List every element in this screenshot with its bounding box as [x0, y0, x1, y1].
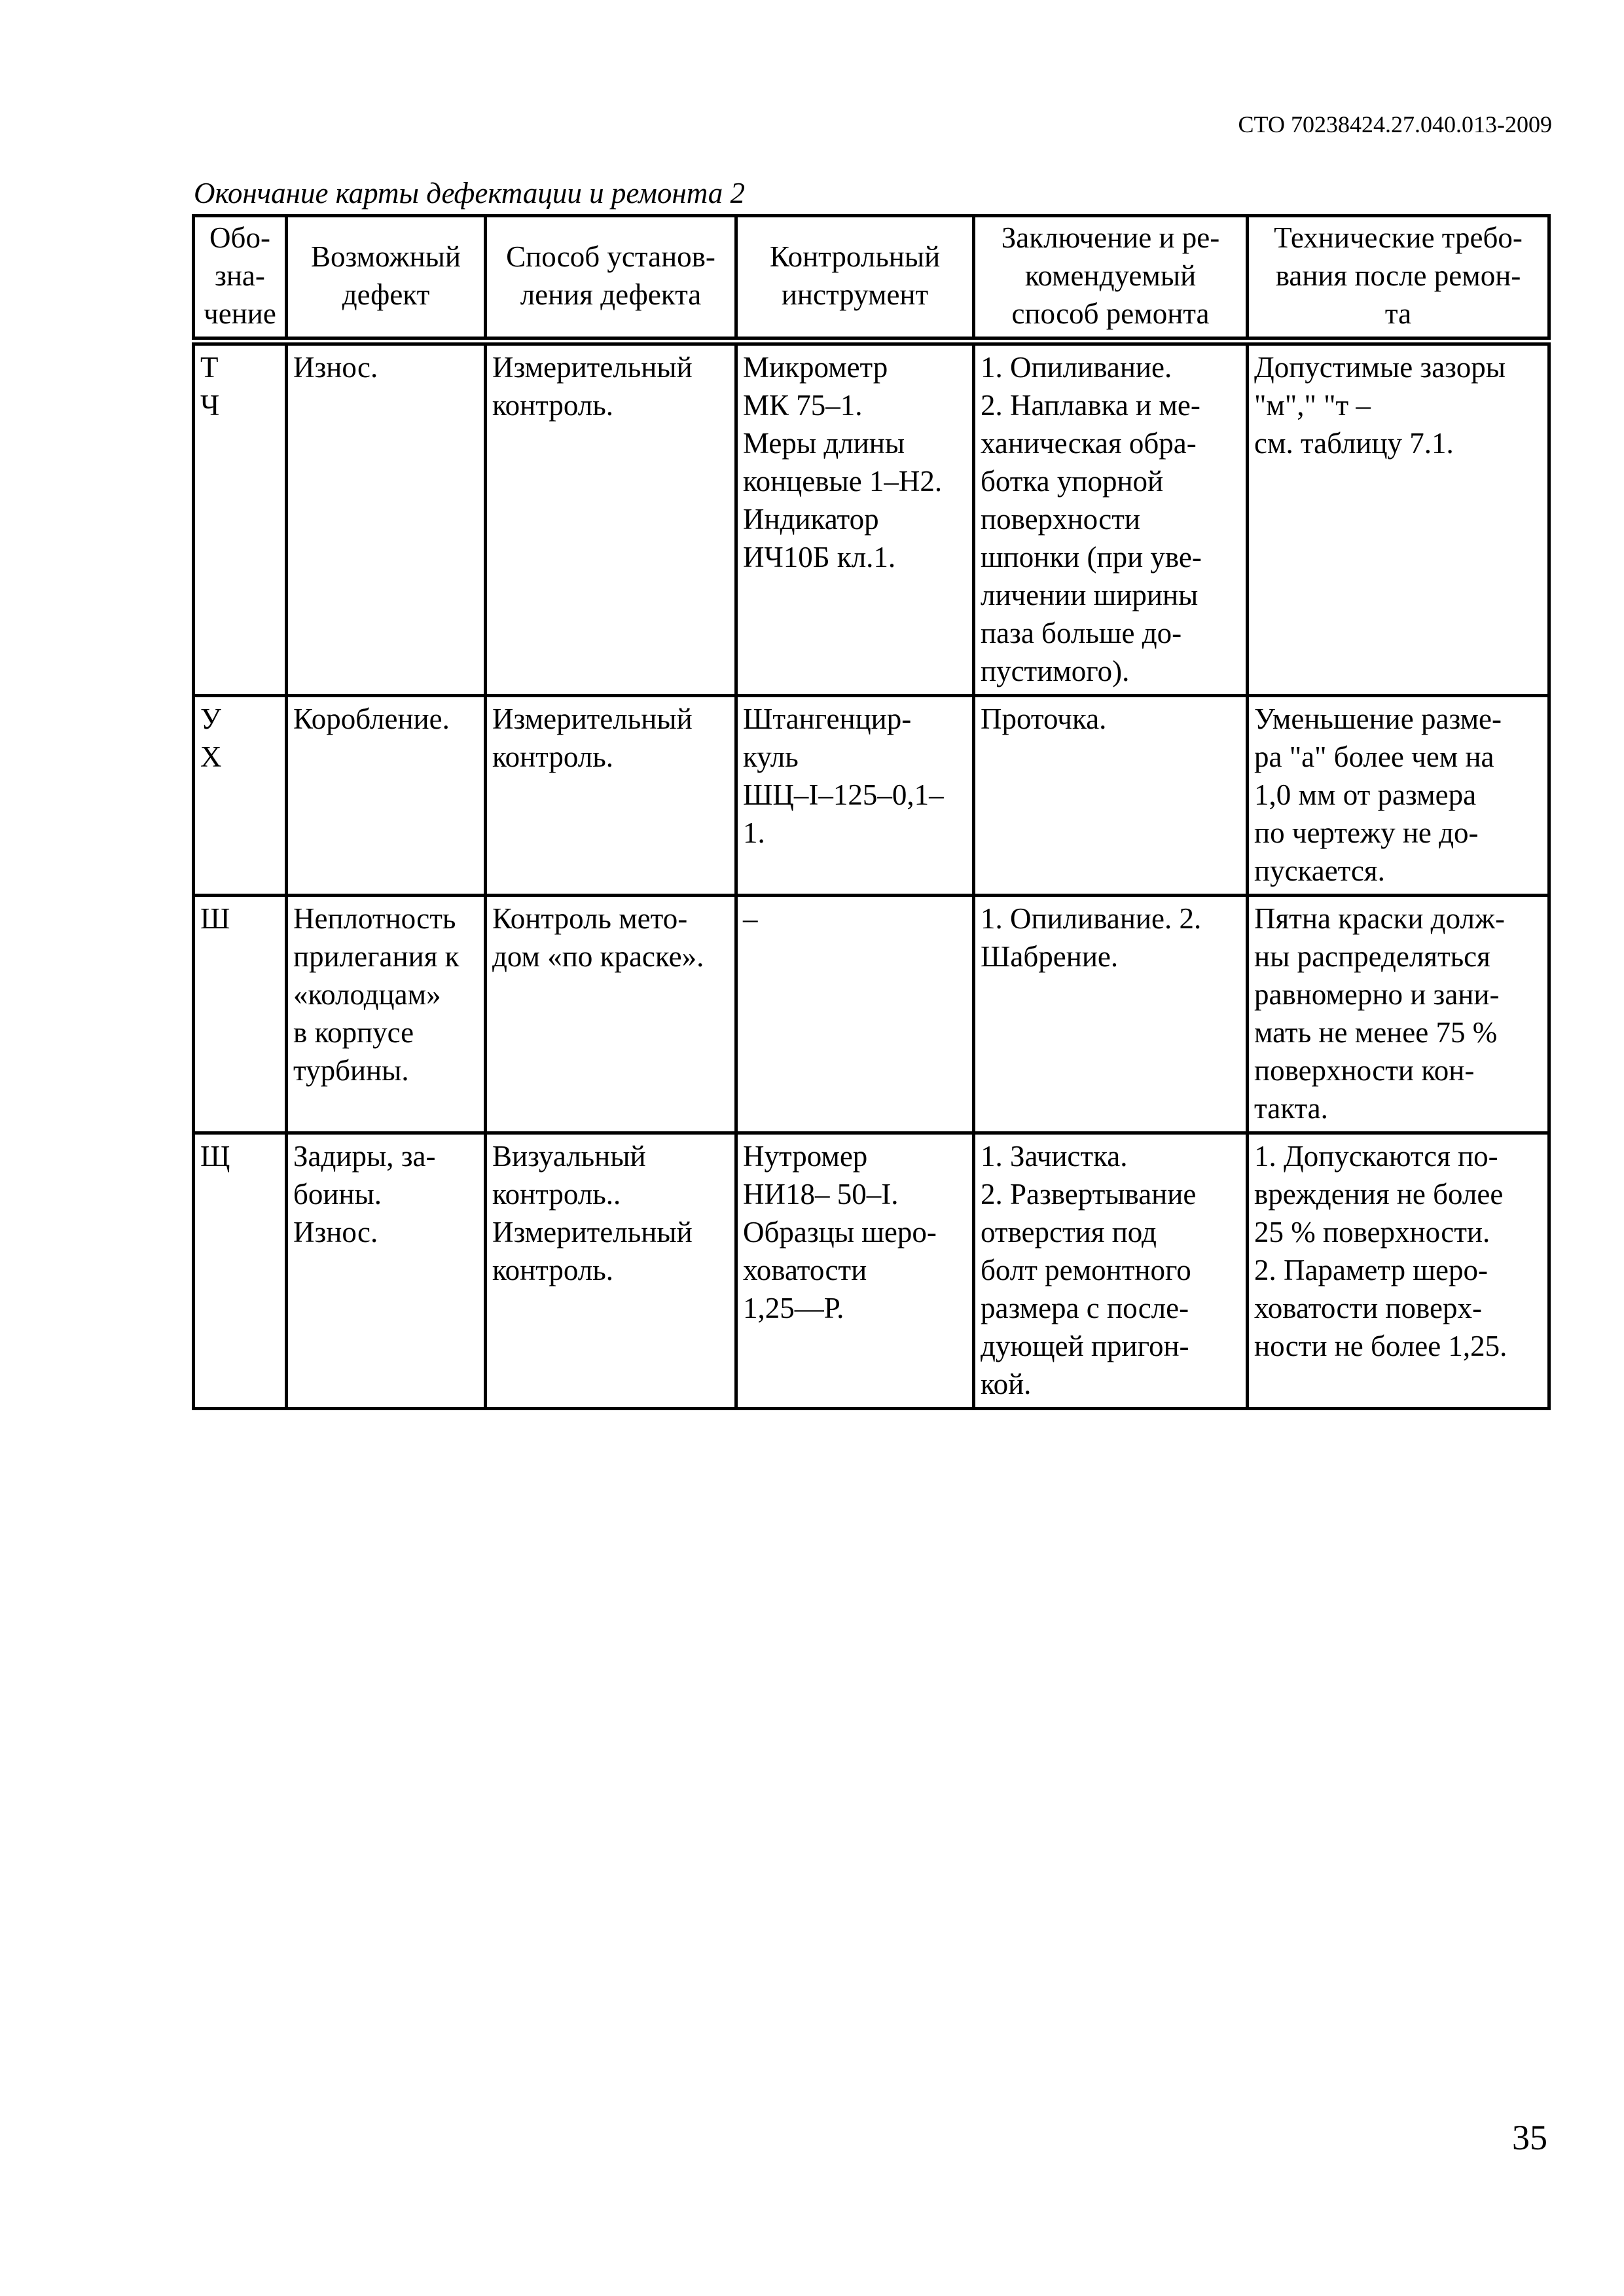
cell-designation: Т Ч	[194, 341, 287, 696]
cell-defect: Износ.	[287, 341, 486, 696]
cell-method: Контроль мето- дом «по краске».	[486, 896, 736, 1133]
cell-method: Визуальный контроль.. Измерительный контроль.	[486, 1133, 736, 1409]
cell-repair: 1. Опиливание. 2. Шабрение.	[974, 896, 1248, 1133]
cell-repair: Проточка.	[974, 696, 1248, 896]
column-header-method: Способ установ- ления дефекта	[486, 216, 736, 342]
defect-repair-table	[192, 214, 1551, 1410]
cell-requirements: 1. Допускаются по- вреждения не более 25 % поверхности. 2. Параметр шеро- ховатости поверх- ности не более 1,25.	[1248, 1133, 1549, 1409]
cell-instrument: Нутромер НИ18– 50–I. Образцы шеро- ховатости 1,25—Р.	[736, 1133, 974, 1409]
cell-instrument: Микрометр МК 75–1. Меры длины концевые 1–Н2. Индикатор ИЧ10Б кл.1.	[736, 341, 974, 696]
cell-instrument: Штангенцир- куль ШЦ–I–125–0,1– 1.	[736, 696, 974, 896]
cell-designation: У Х	[194, 696, 287, 896]
document-code: СТО 70238424.27.040.013-2009	[1238, 111, 1552, 137]
cell-requirements: Уменьшение разме- ра "а" более чем на 1,0 мм от размера по чертежу не до- пускается.	[1248, 696, 1549, 896]
table-header-row	[194, 216, 1549, 342]
column-header-designation: Обо- зна- чение	[194, 216, 287, 342]
table-row	[194, 696, 1549, 896]
cell-designation: Ш	[194, 896, 287, 1133]
cell-method: Измерительный контроль.	[486, 341, 736, 696]
cell-repair: 1. Зачистка. 2. Развертывание отверстия под болт ремонтного размера с после- дующей пригон- кой.	[974, 1133, 1248, 1409]
cell-defect: Неплотность прилегания к «колодцам» в корпусе турбины.	[287, 896, 486, 1133]
cell-requirements: Допустимые зазоры "м"," "т – см. таблицу 7.1.	[1248, 341, 1549, 696]
table-row	[194, 896, 1549, 1133]
column-header-requirements: Технические требо- вания после ремон- та	[1248, 216, 1549, 342]
cell-instrument: –	[736, 896, 974, 1133]
table-caption: Окончание карты дефектации и ремонта 2	[194, 177, 746, 210]
column-header-instrument: Контрольный инструмент	[736, 216, 974, 342]
cell-defect: Коробление.	[287, 696, 486, 896]
table-row	[194, 1133, 1549, 1409]
cell-repair: 1. Опиливание. 2. Наплавка и ме- ханическая обра- ботка упорной поверхности шпонки (при уве- личении ширины паза больше до- пустимого).	[974, 341, 1248, 696]
cell-designation: Щ	[194, 1133, 287, 1409]
column-header-defect: Возможный дефект	[287, 216, 486, 342]
cell-method: Измерительный контроль.	[486, 696, 736, 896]
cell-defect: Задиры, за- боины. Износ.	[287, 1133, 486, 1409]
table-row	[194, 341, 1549, 696]
page-number: 35	[1512, 2118, 1547, 2157]
cell-requirements: Пятна краски долж- ны распределяться равномерно и зани- мать не менее 75 % поверхности кон- такта.	[1248, 896, 1549, 1133]
column-header-repair: Заключение и ре- комендуемый способ ремонта	[974, 216, 1248, 342]
